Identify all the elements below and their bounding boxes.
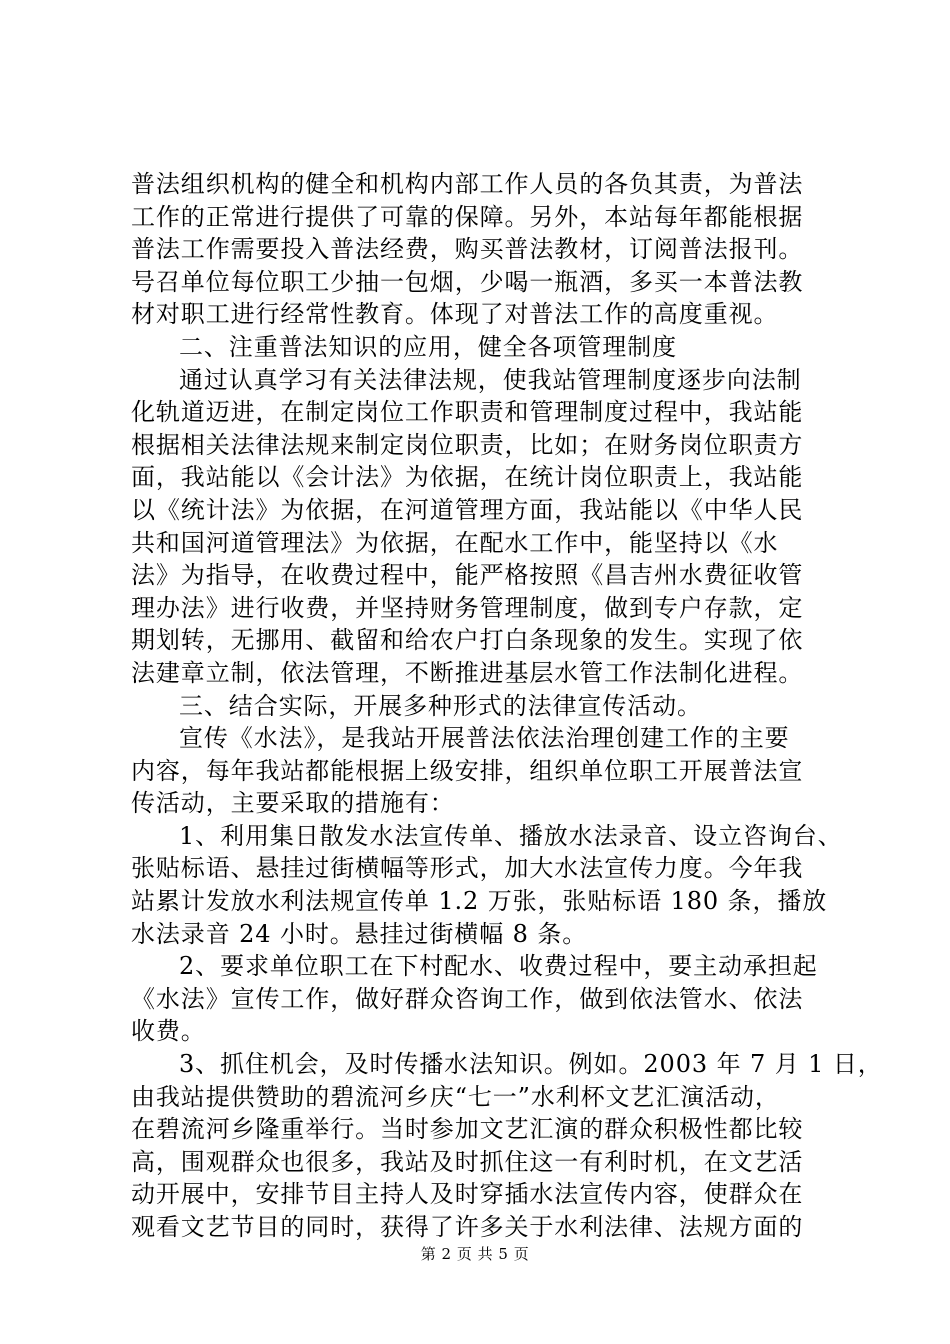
section-heading: 三、结合实际，开展多种形式的法律宣传活动。 xyxy=(179,691,702,720)
text-line: 收费。 xyxy=(131,1017,206,1046)
text-line: 水法录音 24 小时。悬挂过街横幅 8 条。 xyxy=(131,919,588,948)
list-item: 2、要求单位职工在下村配水、收费过程中，要主动承担起 xyxy=(179,952,818,981)
section-heading: 二、注重普法知识的应用，健全各项管理制度 xyxy=(179,332,677,361)
text-line: 理办法》进行收费，并坚持财务管理制度，做到专户存款，定 xyxy=(131,593,804,622)
page-number-footer: 第 2 页 共 5 页 xyxy=(420,1245,530,1263)
text-line: 内容，每年我站都能根据上级安排，组织单位职工开展普法宣 xyxy=(131,756,804,785)
text-line: 根据相关法律法规来制定岗位职责，比如；在财务岗位职责方 xyxy=(131,430,804,459)
text-line: 法》为指导，在收费过程中，能严格按照《昌吉州水费征收管 xyxy=(131,561,804,590)
text-line: 张贴标语、悬挂过街横幅等形式，加大水法宣传力度。今年我 xyxy=(131,854,804,883)
text-line: 在碧流河乡隆重举行。当时参加文艺汇演的群众积极性都比较 xyxy=(131,1115,804,1144)
text-line: 期划转，无挪用、截留和给农户打白条现象的发生。实现了依 xyxy=(131,626,804,655)
text-line: 由我站提供赞助的碧流河乡庆“七一”水利杯文艺汇演活动， xyxy=(131,1082,780,1111)
text-line: 普法组织机构的健全和机构内部工作人员的各负其责，为普法 xyxy=(131,170,804,198)
text-line: 普法工作需要投入普法经费，购买普法教材，订阅普法报刊。 xyxy=(131,235,804,264)
list-item: 1、利用集日散发水法宣传单、播放水法录音、设立咨询台、 xyxy=(179,821,843,850)
text-line: 以《统计法》为依据，在河道管理方面，我站能以《中华人民 xyxy=(131,495,804,524)
document-body xyxy=(131,168,883,1244)
text-line: 化轨道迈进，在制定岗位工作职责和管理制度过程中，我站能 xyxy=(131,398,804,427)
list-item: 3、抓住机会，及时传播水法知识。例如。2003 年 7 月 1 日， xyxy=(179,1050,883,1079)
text-line: 工作的正常进行提供了可靠的保障。另外，本站每年都能根据 xyxy=(131,202,804,231)
text-line: 宣传《水法》，是我站开展普法依法治理创建工作的主要 xyxy=(179,724,790,753)
text-line: 材对职工进行经常性教育。体现了对普法工作的高度重视。 xyxy=(131,300,779,329)
text-line: 站累计发放水利法规宣传单 1.2 万张，张贴标语 180 条，播放 xyxy=(131,887,828,916)
text-line: 共和国河道管理法》为依据，在配水工作中，能坚持以《水 xyxy=(131,528,779,557)
text-line: 通过认真学习有关法律法规，使我站管理制度逐步向法制 xyxy=(179,365,802,394)
text-line: 动开展中，安排节目主持人及时穿插水法宣传内容，使群众在 xyxy=(131,1180,804,1209)
text-line: 《水法》宣传工作，做好群众咨询工作，做到依法管水、依法 xyxy=(131,984,804,1013)
text-line: 高，围观群众也很多，我站及时抓住这一有利时机，在文艺活 xyxy=(131,1147,804,1176)
text-line: 法建章立制，依法管理，不断推进基层水管工作法制化进程。 xyxy=(131,658,804,687)
text-line: 号召单位每位职工少抽一包烟，少喝一瓶酒，多买一本普法教 xyxy=(131,267,804,296)
text-line: 传活动，主要采取的措施有： xyxy=(131,789,455,818)
text-line: 面，我站能以《会计法》为依据，在统计岗位职责上，我站能 xyxy=(131,463,804,492)
text-line: 观看文艺节目的同时，获得了许多关于水利法律、法规方面的 xyxy=(131,1213,804,1241)
